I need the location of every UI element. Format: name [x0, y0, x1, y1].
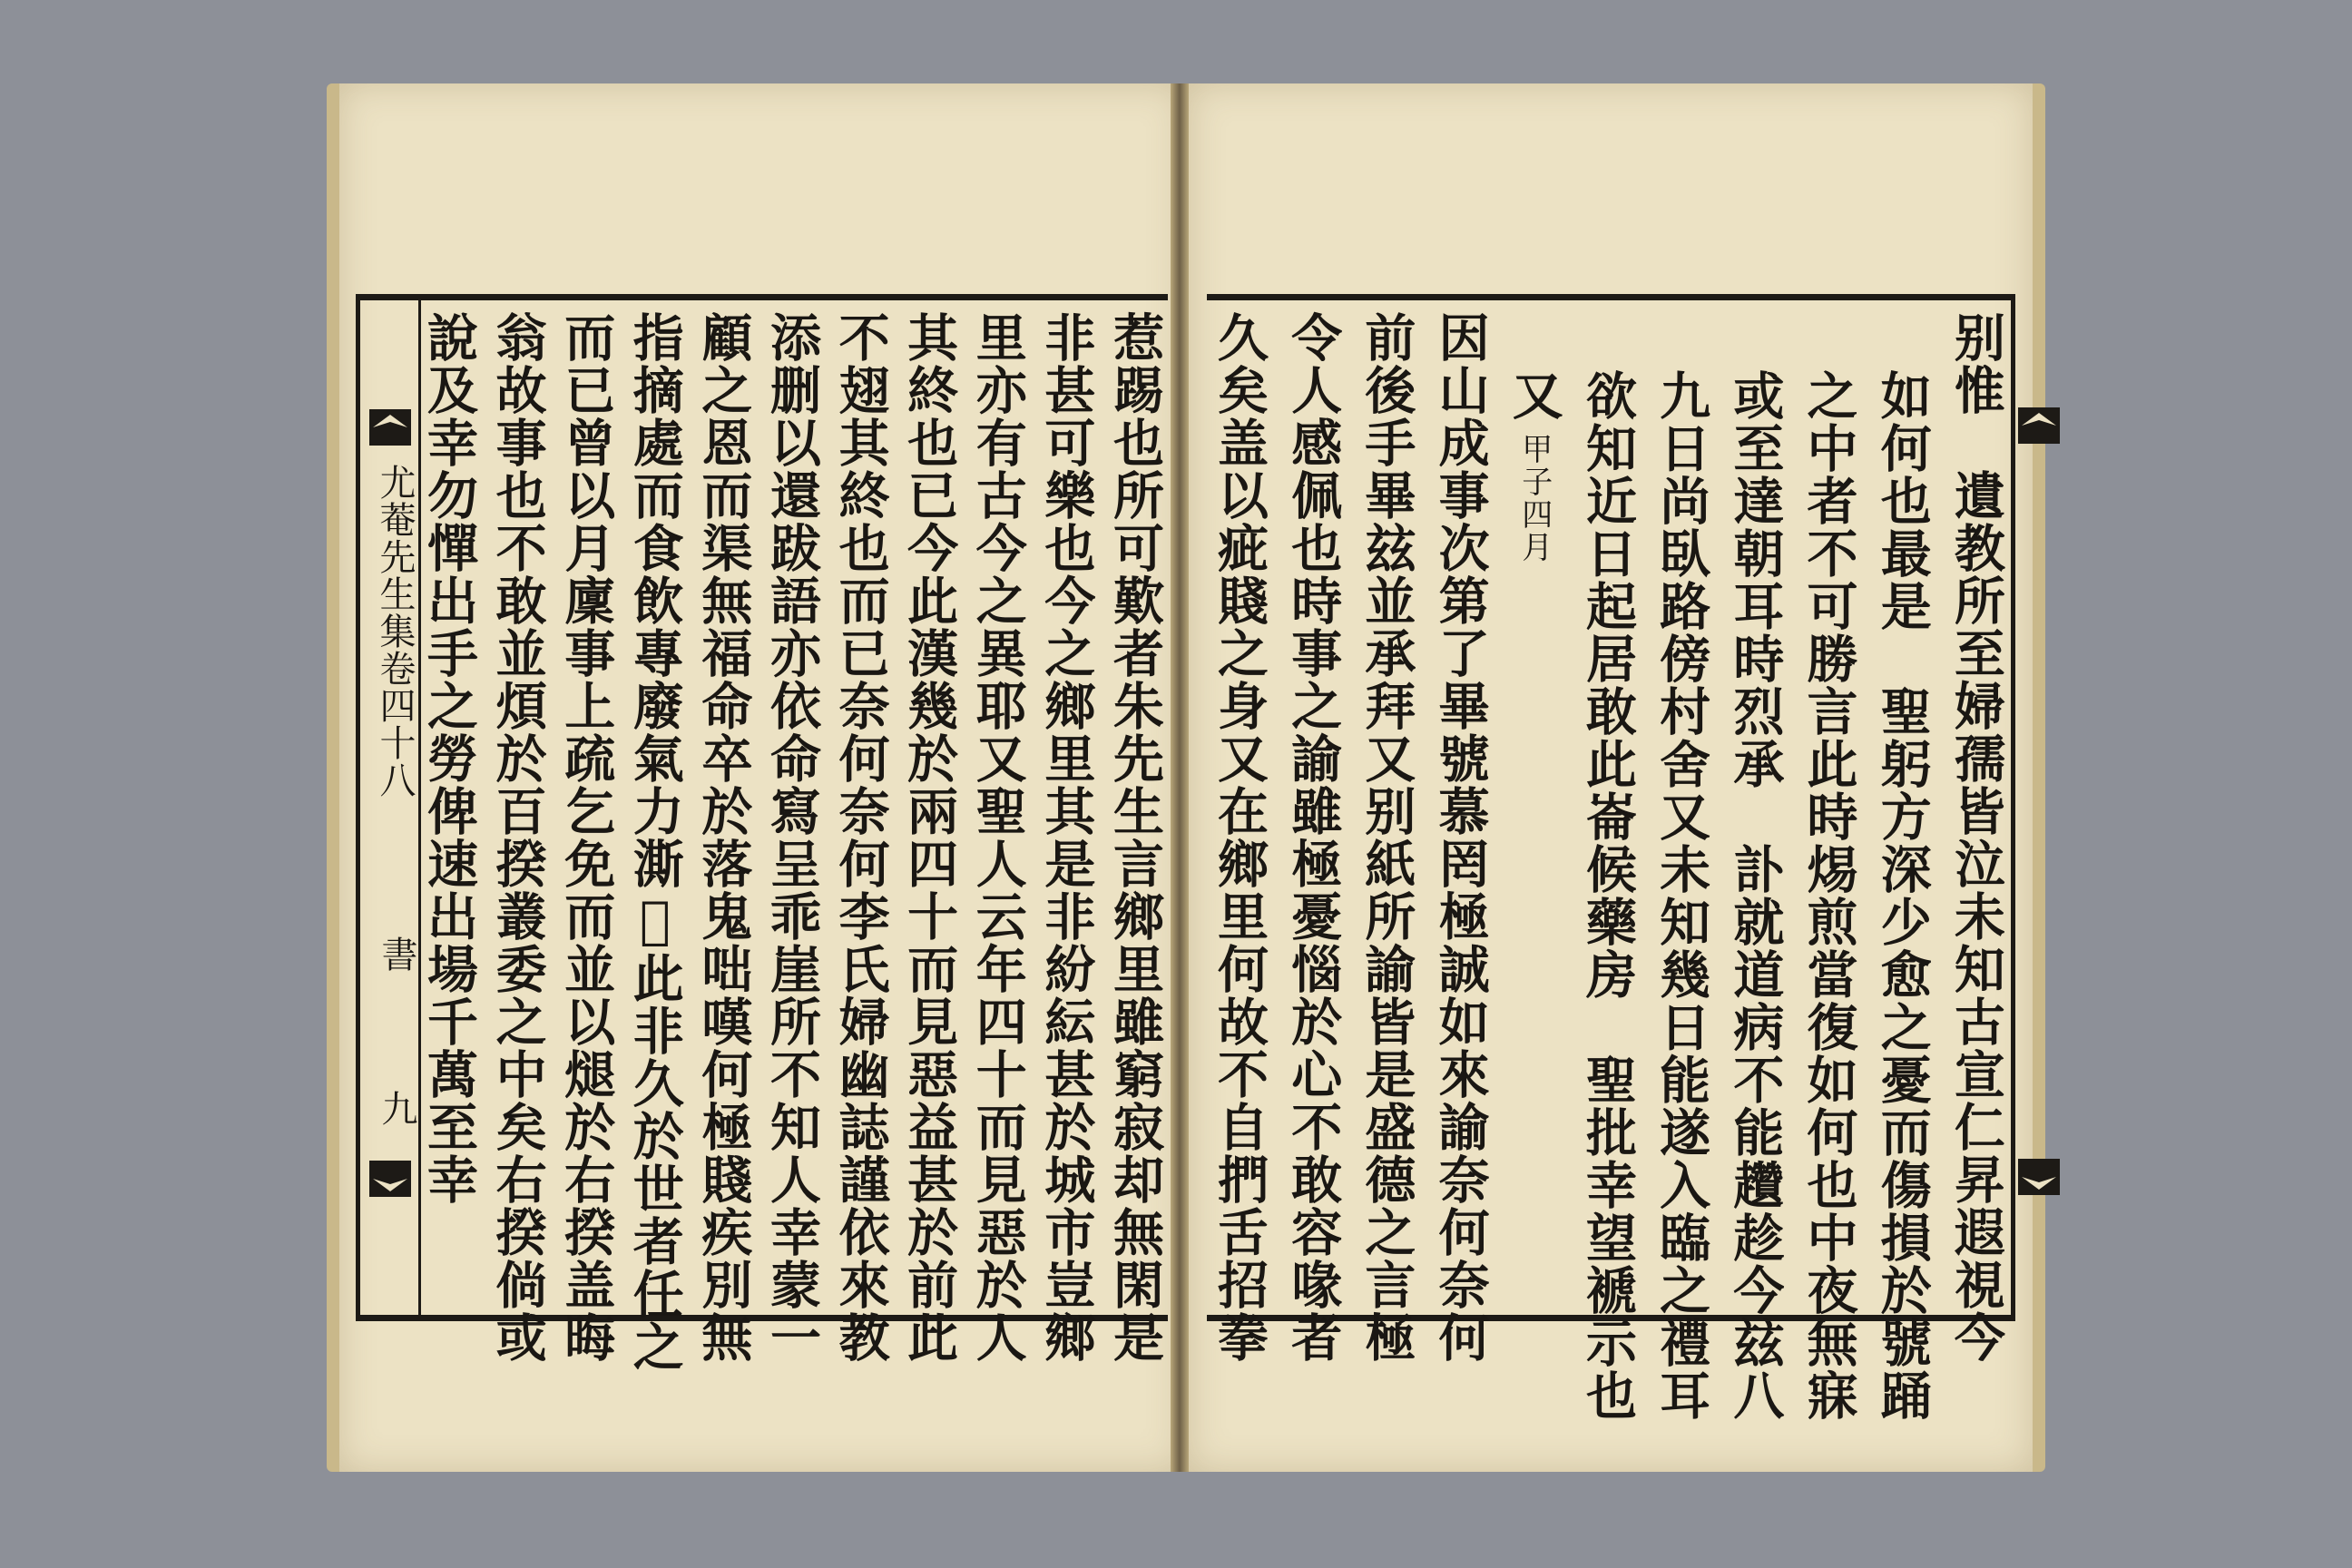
right-page [1189, 83, 2045, 1472]
margin-page-number: 九 [376, 1090, 417, 1126]
text-column: 如何也最是 聖躬方深少愈之憂而傷損於號踊 [1872, 369, 1933, 1422]
letter-heading [1504, 306, 1564, 1309]
text-column: 其終也已今此漢幾於兩四十而見惡益甚於前此 [899, 311, 960, 1364]
upper-fishtail-mark-icon [369, 409, 411, 446]
left-page-margin-column [364, 300, 421, 1315]
text-column: 不翅其終也而已奈何奈何李氏婦幽誌謹依來教 [830, 311, 891, 1364]
lower-fishtail-mark-icon [369, 1161, 411, 1197]
text-column: 里亦有古今之異耶又聖人云年四十而見惡於人 [967, 311, 1028, 1364]
text-column: 久矣盖以疵賤之身又在鄉里何故不自捫舌招拳 [1210, 311, 1269, 1364]
letter-heading-title: 又 [1504, 369, 1564, 422]
right-upper-fishtail-mark-icon [2018, 407, 2060, 444]
text-column: 因山成事次第了畢號慕罔極誠如來諭奈何奈何 [1430, 311, 1491, 1364]
text-column: 指摘處而食飲專廢氣力澌𡱈此非久於世者任之 [624, 311, 685, 1373]
text-column: 九日尚臥路傍村舍又未知幾日能遂入臨之禮耳 [1651, 369, 1712, 1422]
text-column: 令人感佩也時事之諭雖極憂惱於心不敢容喙者 [1283, 311, 1344, 1364]
text-column: 或至達朝耳時烈承 訃就道病不能趲趁今玆八 [1725, 369, 1786, 1422]
right-lower-fishtail-mark-icon [2018, 1159, 2060, 1195]
margin-book-title: 尤菴先生集卷四十八 [374, 464, 416, 799]
text-column: 惹踢也所可歎者朱先生言鄉里雖窮寂却無閑是 [1104, 311, 1165, 1364]
text-column: 翁故事也不敢並煩於百揆叢委之中矣右揆倘或 [487, 311, 548, 1364]
left-page-frame [356, 294, 1168, 1373]
text-column: 别惟 遺教所至婦孺皆泣未知古宣仁昇遐視今 [1945, 311, 2006, 1364]
left-page-text [419, 306, 1165, 1373]
text-column: 之中者不可勝言此時焬煎當復如何也中夜無寐 [1798, 369, 1859, 1422]
text-column: 欲知近日起居敢此崙候藥房 聖批幸望褫示也 [1577, 369, 1638, 1422]
text-column: 說及幸勿憚出手之勞俾速出場千萬至幸 [419, 311, 479, 1206]
text-column: 顧之恩而渠無福命卒於落鬼咄嘆何極賤疾別無 [693, 311, 754, 1364]
text-column: 前後手畢玆並承拜又别紙所諭皆是盛德之言極 [1357, 311, 1417, 1364]
text-column: 非甚可樂也今之鄉里其是非紛紜甚於城市豈鄉 [1036, 311, 1097, 1364]
margin-section-label: 書 [376, 936, 417, 972]
right-page-text [1210, 306, 2006, 1422]
text-column: 而已曾以月廩事上疏乞免而並以煺於右揆盖晦 [556, 311, 617, 1364]
book-gutter [1171, 83, 1189, 1472]
right-page-frame [1207, 294, 2015, 1422]
open-book [327, 83, 2033, 1472]
letter-heading-date: 甲子四月 [1515, 433, 1553, 564]
left-page [327, 83, 1183, 1472]
text-column: 添删以還跋語亦依命寫呈乖崖所不知人幸蒙一 [761, 311, 822, 1364]
